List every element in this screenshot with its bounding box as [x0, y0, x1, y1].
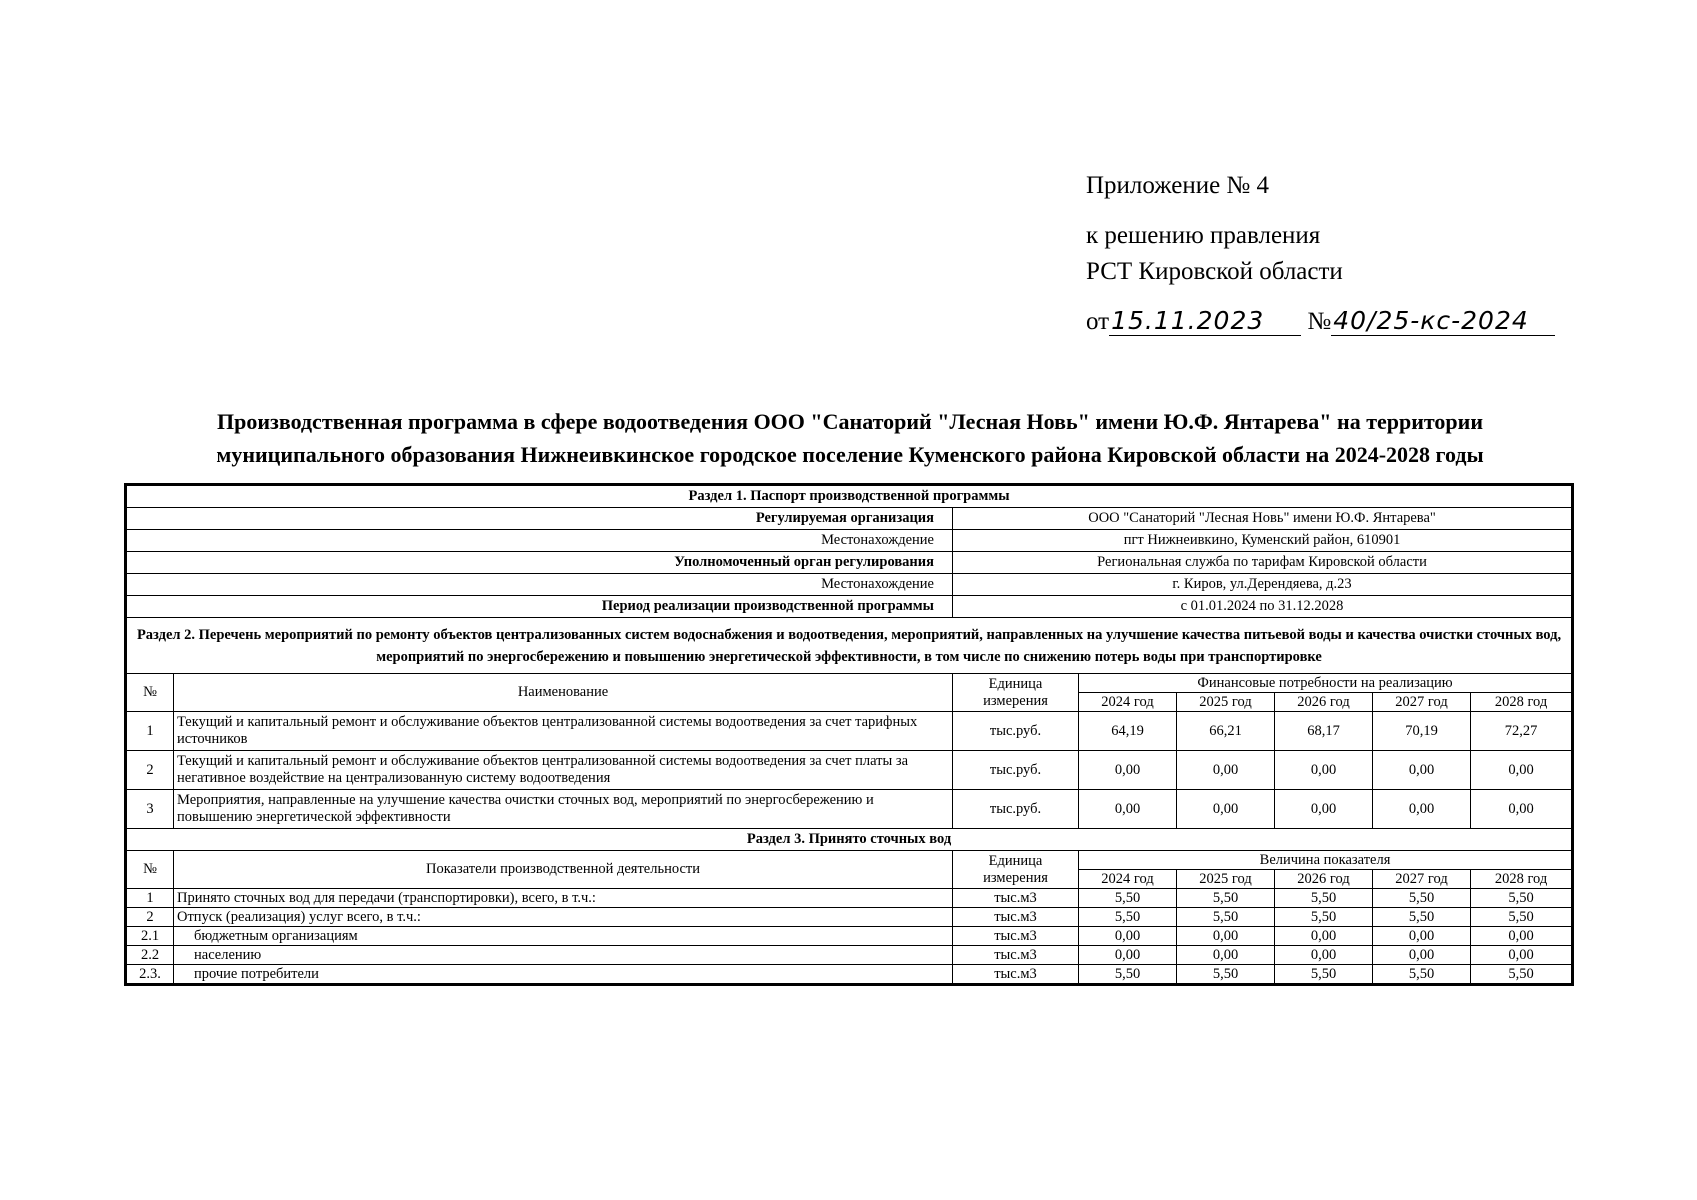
value-cell: 0,00: [1275, 927, 1373, 946]
value-cell: 5,50: [1471, 889, 1572, 908]
value-cell: 5,50: [1079, 889, 1177, 908]
from-label: от: [1086, 308, 1110, 335]
section1-title: Раздел 1. Паспорт производственной программы: [127, 486, 1572, 508]
value-cell: 70,19: [1373, 712, 1471, 751]
section3-title: Раздел 3. Принято сточных вод: [127, 829, 1572, 851]
measure-name: Текущий и капитальный ремонт и обслуживание объектов централизованной системы водоотведения за счет платы за негативное воздействие на централизованную систему водоотведения: [174, 751, 953, 790]
col-unit: Единица измерения: [953, 851, 1079, 889]
table-row: [127, 552, 1572, 574]
table-row: [127, 927, 1572, 946]
col-name: Наименование: [174, 674, 953, 712]
row-number: 2.3.: [127, 965, 174, 984]
value-cell: 5,50: [1275, 965, 1373, 984]
indicator-name: бюджетным организациям: [174, 927, 953, 946]
value-cell: 5,50: [1373, 908, 1471, 927]
row-number: 2: [127, 751, 174, 790]
row-number: 2: [127, 908, 174, 927]
value-cell: 0,00: [1471, 790, 1572, 829]
table-row: [127, 674, 1572, 693]
table-row: [127, 751, 1572, 790]
table-row: [127, 965, 1572, 984]
col-financial-needs: Финансовые потребности на реализацию: [1079, 674, 1572, 693]
unit-cell: тыс.м3: [953, 889, 1079, 908]
table-row: [127, 829, 1572, 851]
table-row: [127, 790, 1572, 829]
table-row: [127, 486, 1572, 508]
number-label: №: [1307, 308, 1332, 335]
table-row: [127, 889, 1572, 908]
program-table-body: [127, 486, 1572, 984]
table-row: [127, 596, 1572, 618]
table-row: [127, 712, 1572, 751]
year-header: 2027 год: [1373, 870, 1471, 889]
year-header: 2027 год: [1373, 693, 1471, 712]
program-table: [126, 485, 1572, 984]
passport-value: пгт Нижнеивкино, Куменский район, 610901: [953, 530, 1572, 552]
decision-reference: [1086, 304, 1555, 340]
value-cell: 0,00: [1373, 946, 1471, 965]
value-cell: 0,00: [1079, 751, 1177, 790]
authority-line: РСТ Кировской области: [1086, 258, 1343, 285]
year-header: 2026 год: [1275, 693, 1373, 712]
unit-cell: тыс.руб.: [953, 712, 1079, 751]
value-cell: 66,21: [1177, 712, 1275, 751]
indicator-name: населению: [174, 946, 953, 965]
col-unit: Единица измерения: [953, 674, 1079, 712]
value-cell: 5,50: [1373, 889, 1471, 908]
passport-label: Регулируемая организация: [127, 508, 953, 530]
unit-cell: тыс.руб.: [953, 751, 1079, 790]
row-number: 3: [127, 790, 174, 829]
value-cell: 64,19: [1079, 712, 1177, 751]
value-cell: 0,00: [1275, 751, 1373, 790]
indicator-name: Принято сточных вод для передачи (транспортировки), всего, в т.ч.:: [174, 889, 953, 908]
value-cell: 5,50: [1177, 965, 1275, 984]
year-header: 2028 год: [1471, 693, 1572, 712]
value-cell: 5,50: [1471, 965, 1572, 984]
table-row: [127, 508, 1572, 530]
value-cell: 5,50: [1079, 908, 1177, 927]
value-cell: 0,00: [1177, 946, 1275, 965]
col-number: №: [127, 851, 174, 889]
value-cell: 0,00: [1373, 927, 1471, 946]
value-cell: 5,50: [1471, 908, 1572, 927]
unit-cell: тыс.м3: [953, 946, 1079, 965]
value-cell: 0,00: [1177, 751, 1275, 790]
value-cell: 5,50: [1079, 965, 1177, 984]
measure-name: Текущий и капитальный ремонт и обслуживание объектов централизованной системы водоотведения за счет тарифных источников: [174, 712, 953, 751]
passport-label: Местонахождение: [127, 574, 953, 596]
col-indicator: Показатели производственной деятельности: [174, 851, 953, 889]
col-indicator-value: Величина показателя: [1079, 851, 1572, 870]
unit-cell: тыс.м3: [953, 965, 1079, 984]
value-cell: 5,50: [1177, 908, 1275, 927]
title-line-1: Производственная программа в сфере водоотведения ООО "Санаторий "Лесная Новь" имени Ю.Ф. Янтарева" на территории: [216, 409, 1484, 434]
table-row: [127, 908, 1572, 927]
unit-cell: тыс.м3: [953, 908, 1079, 927]
unit-cell: тыс.руб.: [953, 790, 1079, 829]
table-row: [127, 851, 1572, 870]
passport-label: Уполномоченный орган регулирования: [127, 552, 953, 574]
measure-name: Мероприятия, направленные на улучшение качества очистки сточных вод, мероприятий по энергосбережению и повышению энергетической эффективности: [174, 790, 953, 829]
value-cell: 0,00: [1471, 927, 1572, 946]
row-number: 1: [127, 889, 174, 908]
row-number: 2.2: [127, 946, 174, 965]
passport-label: Период реализации производственной программы: [127, 596, 953, 618]
approval-header: [1086, 168, 1555, 340]
section2-title: Раздел 2. Перечень мероприятий по ремонту объектов централизованных систем водоснабжения и водоотведения, мероприятий, направленных на улучшение качества питьевой воды и качества очистки сточных вод, мероприятий по энергосбережению и повышению энергетической эффективности, в том числе по снижению потерь воды при транспортировке: [127, 618, 1572, 674]
value-cell: 0,00: [1177, 790, 1275, 829]
document-title: [150, 405, 1550, 471]
value-cell: 72,27: [1471, 712, 1572, 751]
value-cell: 0,00: [1275, 790, 1373, 829]
year-header: 2025 год: [1177, 870, 1275, 889]
row-number: 1: [127, 712, 174, 751]
value-cell: 5,50: [1275, 908, 1373, 927]
year-header: 2024 год: [1079, 693, 1177, 712]
value-cell: 0,00: [1471, 946, 1572, 965]
col-number: №: [127, 674, 174, 712]
table-row: [127, 618, 1572, 674]
title-line-2: муниципального образования Нижнеивкинское городское поселение Куменского района Кировской области на 2024-2028 годы: [216, 442, 1484, 467]
value-cell: 5,50: [1177, 889, 1275, 908]
indicator-name: Отпуск (реализация) услуг всего, в т.ч.:: [174, 908, 953, 927]
unit-cell: тыс.м3: [953, 927, 1079, 946]
passport-label: Местонахождение: [127, 530, 953, 552]
value-cell: 0,00: [1373, 751, 1471, 790]
value-cell: 0,00: [1079, 927, 1177, 946]
value-cell: 0,00: [1373, 790, 1471, 829]
table-row: [127, 530, 1572, 552]
appendix-number: Приложение № 4: [1086, 172, 1270, 199]
year-header: 2028 год: [1471, 870, 1572, 889]
decision-number: 40/25-кс-2024: [1331, 307, 1555, 336]
value-cell: 0,00: [1471, 751, 1572, 790]
value-cell: 5,50: [1275, 889, 1373, 908]
value-cell: 0,00: [1177, 927, 1275, 946]
year-header: 2026 год: [1275, 870, 1373, 889]
value-cell: 68,17: [1275, 712, 1373, 751]
row-number: 2.1: [127, 927, 174, 946]
value-cell: 0,00: [1079, 790, 1177, 829]
passport-value: с 01.01.2024 по 31.12.2028: [953, 596, 1572, 618]
indicator-name: прочие потребители: [174, 965, 953, 984]
table-row: [127, 574, 1572, 596]
passport-value: Региональная служба по тарифам Кировской области: [953, 552, 1572, 574]
passport-value: г. Киров, ул.Дерендяева, д.23: [953, 574, 1572, 596]
table-row: [127, 946, 1572, 965]
passport-value: ООО "Санаторий "Лесная Новь" имени Ю.Ф. Янтарева": [953, 508, 1572, 530]
value-cell: 0,00: [1079, 946, 1177, 965]
decision-line: к решению правления: [1086, 222, 1321, 249]
year-header: 2025 год: [1177, 693, 1275, 712]
year-header: 2024 год: [1079, 870, 1177, 889]
decision-date: 15.11.2023: [1109, 307, 1301, 336]
value-cell: 5,50: [1373, 965, 1471, 984]
value-cell: 0,00: [1275, 946, 1373, 965]
